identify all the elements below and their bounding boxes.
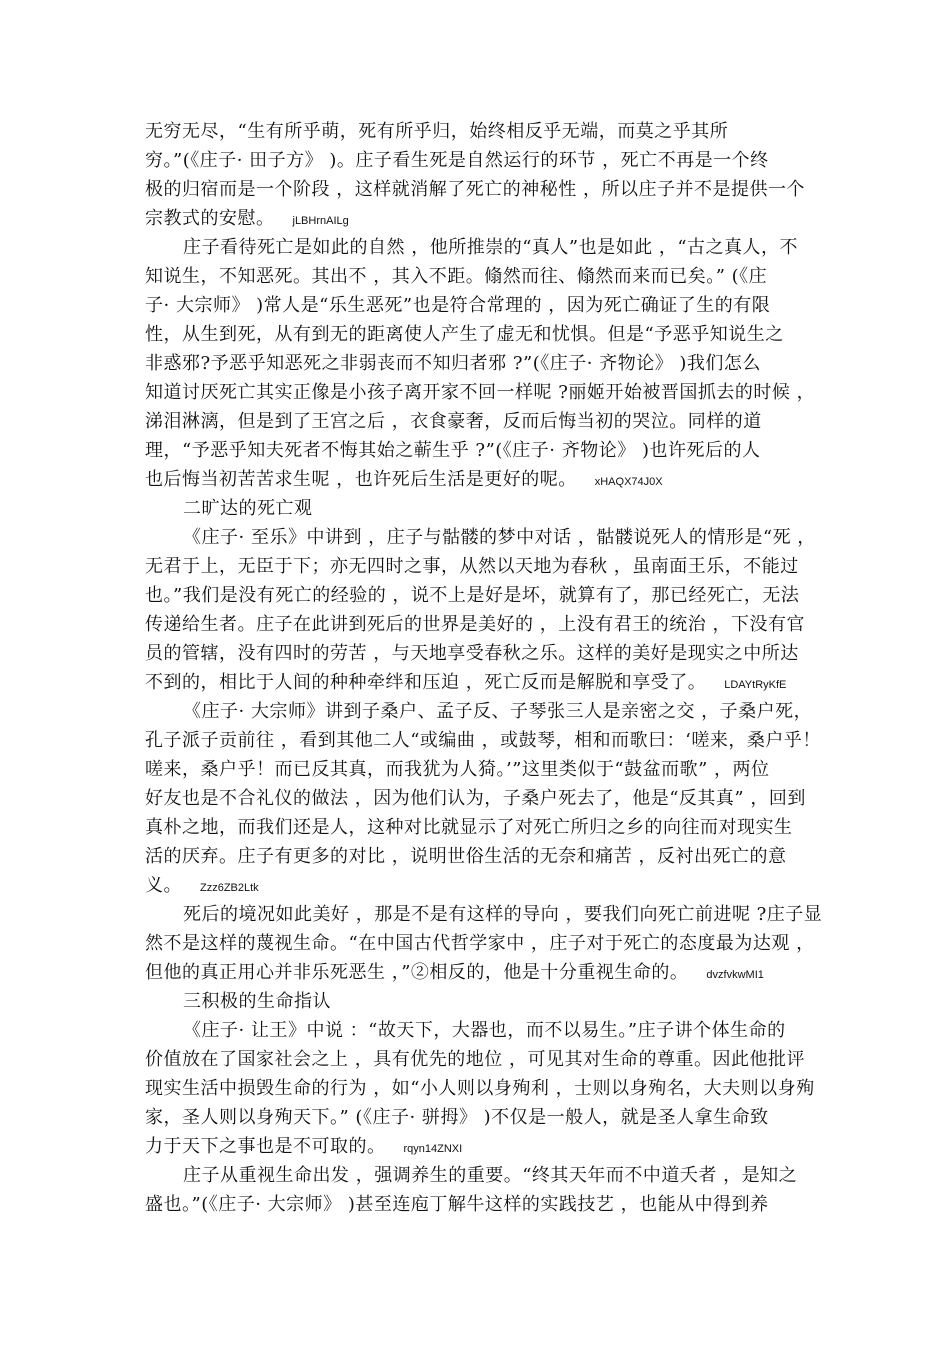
- text-line: [145, 639, 825, 668]
- text-line: [145, 494, 825, 523]
- line-text: 但他的真正用心并非乐死恶生 ，”②相反的，他是十分重视生命的。: [145, 962, 689, 983]
- line-text: 员的管辖，没有四时的劳苦 ，与天地享受春秋之乐。这样的美好是现实之中所达: [145, 643, 799, 664]
- text-line: [145, 1103, 825, 1132]
- text-line: [145, 1132, 825, 1161]
- line-text: 《庄子· 大宗师》讲到子桑户、孟子反、子琴张三人是亲密之交 ，子桑户死，: [183, 701, 813, 722]
- line-text: 价值放在了国家社会之上 ，具有优先的地位 ，可见其对生命的尊重。因此他批评: [145, 1049, 805, 1070]
- line-text: 好友也是不合礼仪的做法 ，因为他们认为，子桑户死去了，他是“反其真” ，回到: [145, 788, 806, 809]
- text-line: [145, 958, 825, 987]
- text-line: [145, 929, 825, 958]
- text-line: [145, 117, 825, 146]
- text-line: [145, 842, 825, 871]
- line-text: 子· 大宗师》 )常人是“乐生恶死”也是符合常理的 ，因为死亡确证了生的有限: [145, 295, 771, 316]
- text-line: [145, 871, 825, 900]
- text-line: [145, 900, 825, 929]
- line-text: 知道讨厌死亡其实正像是小孩子离开家不回一样呢 ?丽姬开始被晋国抓去的时候 ，: [145, 382, 816, 403]
- line-text: 也。”我们是没有死亡的经验的 ，说不上是好是坏，就算有了，那已经死亡，无法: [145, 585, 800, 606]
- line-text: 传递给生者。庄子在此讲到死后的世界是美好的 ，上没有君王的统治 ，下没有官: [145, 614, 805, 635]
- text-line: [145, 291, 825, 320]
- line-text: 现实生活中损毁生命的行为 ，如“小人则以身殉利 ，士则以身殉名，大夫则以身殉: [145, 1078, 815, 1099]
- body-text: [145, 117, 825, 1219]
- line-text: 庄子从重视生命出发 ，强调养生的重要。“终其天年而不中道夭者 ，是知之: [183, 1165, 798, 1186]
- text-line: [145, 813, 825, 842]
- text-line: [145, 610, 825, 639]
- text-line: [145, 581, 825, 610]
- line-text: 《庄子· 至乐》中讲到 ，庄子与骷髅的梦中对话 ，骷髅说死人的情形是“死 ，: [183, 527, 816, 548]
- line-text: 盛也。”(《庄子· 大宗师》 )甚至连庖丁解牛这样的实践技艺 ，也能从中得到养: [145, 1194, 769, 1215]
- text-line: [145, 407, 825, 436]
- watermark-code: jLBHrnAILg: [292, 215, 349, 227]
- line-text: 非惑邪?予恶乎知恶死之非弱丧而不知归者邪 ?”(《庄子· 齐物论》 )我们怎么: [145, 353, 761, 374]
- line-text: 真朴之地，而我们还是人，这种对比就显示了对死亡所归之乡的向往而对现实生: [145, 817, 793, 838]
- line-text: 力于天下之事也是不可取的。: [145, 1136, 386, 1157]
- text-line: [145, 726, 825, 755]
- line-text: 知说生，不知恶死。其出不 ，其入不距。翛然而往、翛然而来而已矣。” (《庄: [145, 266, 768, 287]
- text-line: [145, 233, 825, 262]
- text-line: [145, 262, 825, 291]
- text-line: [145, 378, 825, 407]
- line-text: 三积极的生命指认: [183, 991, 331, 1012]
- text-line: [145, 668, 825, 697]
- line-text: 孔子派子贡前往 ，看到其他二人“或编曲 ，或鼓琴，相和而歌曰：‘嗟来，桑户乎！: [145, 730, 821, 751]
- watermark-code: dvzfvkwMI1: [706, 969, 764, 981]
- line-text: 然不是这样的蔑视生命。“在中国古代哲学家中 ，庄子对于死亡的态度最为达观 ，: [145, 933, 815, 954]
- text-line: [145, 320, 825, 349]
- text-line: [145, 1045, 825, 1074]
- text-line: [145, 697, 825, 726]
- line-text: 无穷无尽，“生有所乎萌，死有所乎归，始终相反乎无端，而莫之乎其所: [145, 121, 729, 142]
- text-line: [145, 204, 825, 233]
- line-text: 家，圣人则以身殉天下。” (《庄子· 骈拇》 )不仅是一般人，就是圣人拿生命致: [145, 1107, 769, 1128]
- text-line: [145, 1190, 825, 1219]
- line-text: 不到的，相比于人间的种种牵绊和压迫 ，死亡反而是解脱和享受了。: [145, 672, 707, 693]
- text-line: [145, 784, 825, 813]
- text-line: [145, 1161, 825, 1190]
- line-text: 理，“予恶乎知夫死者不悔其始之蕲生乎 ?”(《庄子· 齐物论》 )也许死后的人: [145, 440, 761, 461]
- line-text: 涕泪淋漓，但是到了王宫之后 ，衣食豪奢，反而后悔当初的哭泣。同样的道: [145, 411, 762, 432]
- line-text: 也后悔当初苦苦求生呢 ，也许死后生活是更好的呢。: [145, 469, 577, 490]
- watermark-code: Zzz6ZB2Ltk: [200, 882, 259, 894]
- line-text: 穷。”(《庄子· 田子方》 )。庄子看生死是自然运行的环节 ，死亡不再是一个终: [145, 150, 769, 171]
- watermark-code: LDAYtRyKfE: [724, 679, 787, 691]
- text-line: [145, 465, 825, 494]
- line-text: 无君于上，无臣于下；亦无四时之事，从然以天地为春秋 ，虽南面王乐，不能过: [145, 556, 799, 577]
- text-line: [145, 436, 825, 465]
- line-text: 嗟来，桑户乎！而已反其真，而我犹为人猗。’”这里类似于“鼓盆而歌” ，两位: [145, 759, 770, 780]
- text-line: [145, 755, 825, 784]
- line-text: 《庄子· 让王》中说 ：“故天下，大器也，而不以易生。”庄子讲个体生命的: [183, 1020, 786, 1041]
- watermark-code: xHAQX74J0X: [594, 476, 663, 488]
- text-line: [145, 523, 825, 552]
- text-line: [145, 987, 825, 1016]
- line-text: 活的厌弃。庄子有更多的对比 ，说明世俗生活的无奈和痛苦 ，反衬出死亡的意: [145, 846, 787, 867]
- line-text: 死后的境况如此美好 ，那是不是有这样的导向 ，要我们向死亡前进呢 ?庄子显: [183, 904, 823, 925]
- line-text: 义。: [145, 875, 182, 896]
- text-line: [145, 146, 825, 175]
- text-line: [145, 175, 825, 204]
- text-line: [145, 552, 825, 581]
- text-line: [145, 1074, 825, 1103]
- line-text: 极的归宿而是一个阶段 ，这样就消解了死亡的神秘性 ，所以庄子并不是提供一个: [145, 179, 805, 200]
- watermark-code: rqyn14ZNXI: [403, 1143, 463, 1155]
- text-line: [145, 1016, 825, 1045]
- line-text: 性，从生到死，从有到无的距离使人产生了虚无和忧惧。但是“予恶乎知说生之: [145, 324, 784, 345]
- line-text: 宗教式的安慰。: [145, 208, 275, 229]
- text-line: [145, 349, 825, 378]
- line-text: 二旷达的死亡观: [183, 498, 313, 519]
- line-text: 庄子看待死亡是如此的自然 ，他所推崇的“真人”也是如此 ，“古之真人，不: [183, 237, 799, 258]
